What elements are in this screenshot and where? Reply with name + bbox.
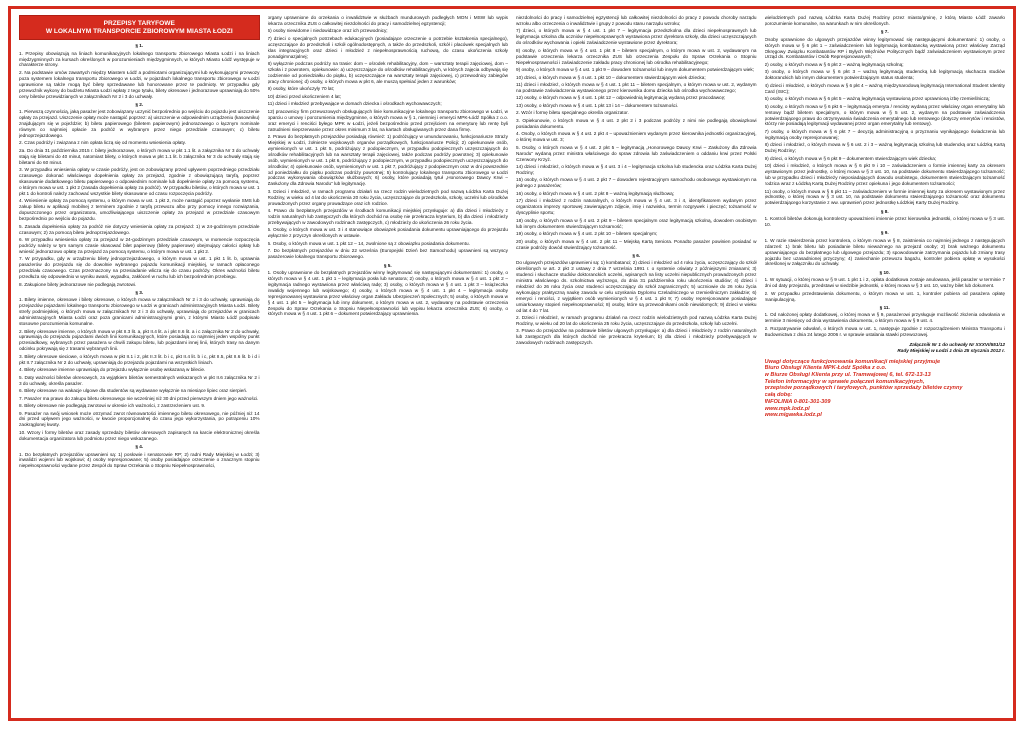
info-line: całą dobę: [764,392,793,399]
paragraph: 1. Pierwszą czynnością, jaką pasażer jest zobowiązany uczynić bezpośrednio po wejściu do pojazdu jest uiszczenie opłaty za przejazd. Uiszczenie opłaty może nastąpić poprzez: a) uiszczenie w odpowiednim urządzeniu (kasowniku) znajdującym się w pojeździe; b) biletu papierowego (biletem papierowym) jednorazowego o łącznym nominale równym co najmniej opłacie za podróż w wybranym przez niego przedziale czasowym; c) biletu jednoprzejazdowego. [19,109,260,138]
paragraph: 16) osoby, o których mowa w § 4 ust. 2 pkt 8 – ważną legitymacją służbową; [516,190,675,196]
paragraph: 8. Zakupione bilety jednorazowe nie podlegają zwrotowi. [19,281,137,287]
paragraph: 7) dzieci, o których mowa w § 4 ust. 1 pkt 7 – legitymacja przedszkolna dla dzieci niepełnosprawnych lub legitymacja szkolna dla uczniów niepełnosprawnych wystawiona przez dyrektora szkoły, dla dzieci uczęszczających do ośrodków wychowania i opieki zaświadczenie wystawione przez dyrektora; [516,28,757,46]
paragraph: 20) osoby, o których mowa w § 4 ust. 2 pkt 11 – Miejską Kartą Seniora. Ponadto pasażer powinien posiadać w czasie podróży dowód stwierdzający tożsamość. [516,238,757,250]
paragraph: Do ulgowych przejazdów uprawnieni są: 1) kombatanci; 2) dzieci i młodzież od 4 roku życia, uczęszczający do szkół określonych w art. 2 pkt 2 ustawy z dnia 7 września 1991 r. o systemie oświaty z późniejszymi zmianami; 3) studenci i słuchacze studiów doktoranckich uczelni, wpisanych na listy uczelni niepublicznych prowadzonych przez ministra właściwego ds. szkolnictwa wyższego, do dnia 31 października roku ukończenia studiów; 4) dzieci i młodzież do 26 roku życia oraz studenci uczęszczający do szkół zagranicznych; 5) uczniowie do 26 roku życia wykonujący praktyczną naukę zawodu w celu uzyskania Dyplomu Czeladniczego w rzemieślniczym zakładzie; 6) emeryci i renciści, z wyjątkiem osób wymienionych w § 4 ust. 1 pkt 9; 7) osoby represjonowane posiadające umiarkowany stopień niepełnosprawności; 8) osoby, które są przewodnikami osób niewidomych; 9) dzieci w wieku od lat 4 do 7 lat. [516,260,757,313]
column-1 [19,15,260,712]
paragraph: 2. Na podstawie umów zawartych między Miastem Łódź a podmiotami organizującymi lub wykonującymi przewozy poza systemem lokalnego transportu zbiorowego w Łodzi, w pojazdach lokalnego transportu zbiorowego w Łodzi uprawnione są także mogą być bilety sprzedawane lub honorowane przez te podmioty. W przypadku gdy przewoźnik wykony do budżetu Miasta Łodzi wpłaty z tego tytułu, bilety okresowe i jednorazowe uprawniają do 50% ceny biletów przewidzianych w załącznikach Nr 2 i 3 do uchwały. [19,69,260,99]
resolution-signature [765,342,1006,354]
paragraph: 10. Wzory i formy biletów oraz zasady sprzedaży biletów okresowych zapisanych na karcie elektronicznej określa dokumentacja organizatora lub podmiotu przez niego wskazanego. [19,429,260,441]
paragraph: 13) osoby, o których mowa w § 4 ust. 1 pkt 13 i 14 – dokumentem tożsamości. [516,102,679,108]
paragraph: 2. Bilety okresowe imienne, o których mowa w pkt II.3 lit. a, pkt II.4 lit. a i pkt II.6 lit. a i c załącznika Nr 2 do uchwały, uprawniają do przejazdu pojazdami dwóch linii komunikacyjnych, które posiadają co najmniej jeden wspólny punkt przesiadkowy, wybranych przez pasażera w chwili zakupu biletu, lub pojazdami innej linii, których trasy na danym odcinku pokrywają się z trasami wybranych linii. [19,328,260,352]
paragraph: organy uprawnione do orzekania o inwalidztwie w służbach mundurowych podległych MON i MSW lub wypis lekarza orzecznika ZUS o całkowitej niezdolności do pracy i samodzielnej egzystencji; [267,15,508,26]
section-heading: § 7. [880,29,889,35]
paragraph: 1. Kontroli biletów dokonują kontrolerzy upoważnieni imiennie przez kierownika jednostki, o której mowa w § 3 ust. 10. [764,216,1005,228]
website-link[interactable]: www.mpk.lodz.pl [764,405,810,412]
paragraph: 6) osoby niewidome i niedowidzące oraz ich przewodnicy; [267,28,388,34]
section-heading: § 1. [135,43,144,49]
website-link[interactable]: www.migawka.lodz.pl [764,412,822,419]
paragraph: 9. Pasażer na swój wniosek może otrzymać zwrot równowartości imiennego biletu okresowego, nie później niż 14 dni przed upływem jego ważności, w kwocie proporcjonalnej do czasu jego wykorzystania, po potrąceniu 10% zaokrąglonej kwoty. [19,410,260,428]
paragraph: 4. Osoby, o których mowa w § 4 ust. 2 pkt 4 – upoważnieniem wydanym przez kierownika jednostki organizacyjnej, o której mowa w ust. 3; [516,131,757,143]
paragraph: 2. Prawo do bezpłatnych przejazdów posiadają również: 1) podróżujący w umundurowaniu, funkcjonariusze Straży Miejskiej w Łodzi, żołnierze wojskowych organów porządkowych, funkcjonariusze Policji; 2) opiekunowie osób, wymienionych w ust. 1 pkt 5, podróżujący z podopiecznym, w przypadku podopiecznych uczęszczających do ośrodków rehabilitacyjnych lub na warsztaty terapii zajęciowej, także podczas podróży powrotnej; 3) opiekunowie osób, wymienionych w ust. 1 pkt 6, podróżujący z podopiecznym, w przypadku podopiecznych uczęszczających do ośrodków; 4) opiekunowie osób, wymienionych w ust. 1 pkt 7, podróżujący z podopiecznym oraz w dni powszednie od poniedziałku do piątku podczas podróży powrotnej; 5) kontrolujący lokalnego transportu zbiorowego w Łodzi podczas wykonywania obowiązków służbowych; 6) osoby, które posiadają tytuł „Honorowego Dawcy Krwi – Zasłużony dla Zdrowia Narodu” lub legitymację. [267,134,508,187]
column-2 [268,15,509,712]
paragraph: 8) osoby, o których mowa w § 4 ust. 1 pkt 8 – biletem specjalnym, o którym mowa w ust. 2, wydawanym na podstawie orzeczenia lekarza orzecznika ZUS lub orzeczenia Zespołu do Spraw Orzekania o Stopniu Niepełnosprawności i zaświadczenie zakładu pracy chronionej lub ośrodka rehabilitacyjnego; [516,47,757,65]
paragraph: 5) osoby, o których mowa w § 6 pkt 5 – ważną legitymacją wystawioną przez uprawnioną izbę rzemieślniczą; [764,96,990,102]
paragraph: 1. Przepisy obowiązują na liniach komunikacyjnych lokalnego transportu zbiorowego Miasta Łodzi i na liniach międzygminnych za kursach określonych w porozumieniach międzygminnych, w których Miasto Łódź występuje w charakterze strony. [19,50,260,68]
paragraph: 9) dzieci, o których mowa w § 6 pkt 9 – dokumentem stwierdzającym wiek dziecka; [764,155,937,161]
paragraph: 1. W razie stwierdzenia przez kontrolera, o którym mowa w § 8, zaistnienia co najmniej jednego z następujących zdarzeń: 1) brak biletu lub posiadanie biletu nieważnego na przejazd osoby; 2) brak ważnego dokumentu uprawniającego do bezpłatnego lub ulgowego przejazdu; 3) spowodowanie zatrzymania pojazdu lub zmiany trasy pojazdu bez uzasadnionej przyczyny; 4) zaniechanie przewozu bagażu, kontroler pobiera opłatę w wysokości określonej w załączniku do uchwały. [764,237,1005,267]
paragraph: 10) dzieci, o których mowa w § 4 ust. 1 pkt 10 – dokumentem stwierdzającym wiek dziecka; [516,74,706,80]
paragraph: 5. Osoby, o których mowa w ust. 3 i 4 stanowiące obowiązek posiadania dokumentu uprawniającego do przejazdu wyłącznie z przyczyn określonych w ustawie. [267,227,508,239]
info-line: Telefon informacyjny w sprawie połączeń komunikacyjnych, [764,378,925,385]
paragraph: 2. Rozpatrywanie odwołań, o których mowa w ust. 1, następuje zgodnie z rozporządzeniem Ministra Transportu i Budownictwa z dnia 24 lutego 2006 r. w sprawie ustalania stawki przewozowej. [764,325,1005,337]
paragraph: 7. Pasażer ma prawo do zakupu biletu okresowego nie wcześniej niż 30 dni przed pierwszym dniem jego ważności. [19,395,259,401]
columns [11,9,1013,718]
paragraph: 9) osoby, o których mowa w § 4 ust. 1 pkt 9 – dowodem tożsamości lub innym dokumentem potwierdzającym wiek; [516,67,755,73]
paragraph: 7) osoby, o których mowa w § 6 pkt 7 – decyzją administracyjną o przyznaniu wynikającego świadczenia lub legitymacją osoby represjonowanej; [764,128,1005,140]
customer-info-box [765,359,1006,419]
paragraph: 11) dzieci i młodzież przebywające w domach dziecka i ośrodkach wychowawczych; [267,101,442,107]
info-line: w Biurze Obsługi Klienta przy ul. Tramwajowej 6, tel. 672-13-13 [764,372,931,379]
column-3 [516,15,757,712]
paragraph: 6) osoby, o których mowa w § 6 pkt 6 – legitymacją emeryta / rencisty wydaną przez właściwy organ emerytalny lub rentowy bądź biletem specjalnym, o którym mowa w § 5 ust. 2, wydanym na podstawie zaświadczenia potwierdzającego prawo do otrzymywania świadczenia emerytalnego lub rentowego (dotyczy emerytów i rencistów, którzy nie posiadają legitymacji wydawanej przez organ emerytalny lub rentowy). [764,103,1005,127]
paragraph: 1. Osoby uprawnione do bezpłatnych przejazdów winny legitymować się następującymi dokumentami: 1) osoby, o których mowa w § 4 ust. 1 pkt 1 – legitymacja posła lub senatora; 2) osoby, o których mowa w § 4 ust. 1 pkt 2 – legitymacja radnego wystawiona przez właściwą radę; 3) osoby, o których mowa w § 4 ust. 1 pkt 3 – książeczka inwalidy wojennego lub wojskowego; 4) osoby, o których mowa w § 4 ust. 1 pkt 4 – legitymacja osoby represjonowanej wystawiona przez właściwy organ Zakładu Ubezpieczeń Społecznych; 5) osoby, o których mowa w § 4 ust. 1 pkt 5 – legitymacja lub inny dokument, o którym mowa w ust. 2, wydawany na podstawie orzeczenia Zespołu do Spraw Orzekania o Stopniu Niepełnosprawności lub wypisu lekarza orzecznika ZUS; 6) osoby, o których mowa w § 4 ust. 1 pkt 6 – dokument potwierdzający uprawnienia. [267,270,508,317]
paragraph: 11) osoby, o których mowa w § 6 pkt 11 – zaświadczeniem w formie imiennej karty za okresem wystawionym przez jednostkę, o której mowa w § 3 ust. 10, na podstawie dokumentu stwierdzającego tożsamość oraz dokumentu potwierdzającego korzystanie z ww. uprawnień przez jednostkę Łódzkiej Karty Dużej Rodziny. [764,188,1005,206]
paragraph: 4. Wniesienie opłaty za pomocą systemu, o którym mowa w ust. 1 pkt 2, może nastąpić poprzez wysłanie SMS lub zakup biletu w aplikacji mobilnej z terminem zgodnie z taryfą przewozu albo przy pomocy innego rozwiązania, dopuszczonego przez organizatora, umożliwiającego uiszczenie opłaty za przejazd w przedziale czasowym bezpośrednio po wejściu do pojazdu. [19,198,260,222]
paragraph: 2. Czas podróży i związana z nim opłata liczą się od momentu wniesienia opłaty. [19,140,186,146]
paragraph: 8. Bilety okresowe nie podlegają zwrotowi w okresie ich ważności, z zastrzeżeniem ust. 9. [19,403,206,409]
section-heading: § 2. [135,101,144,107]
paragraph: 4) dzieci i młodzież, o których mowa w § 6 pkt 4 – ważną międzynarodową legitymacją International Student Identity Card (ISIC); [764,82,1005,94]
paragraph: 3. Dzieci i młodzież, w ramach programu działań na rzecz rodzin wielodzietnych pod nazwą Łódzka Karta Dużej Rodziny, w wieku od 4 lat do ukończenia 20 roku życia, uczęszczające do przedszkola, szkoły, uczelni lub ośrodków prowadzonych przez organy prowadzące oraz ich rodzice. [267,188,508,206]
paragraph: 15) osoby, o których mowa w § 4 ust. 2 pkt 7 – dowodem rejestracyjnym samochodu osobowego wystawionym na jednego z pasażerów; [516,177,757,189]
paragraph: 7. W przypadku, gdy w urządzeniu bilety jednoprzejazdowego, o którym mowa w ust. 1 pkt 1 lit. b, uprawnia pasażerów do przejazdu się do dowolnie wybranego pojazdu komunikacji miejskiej, w ramach opłaconego przedziału czasowego. Czas przeznaczony na przesiadanie wlicza się do czasu podróży. Okres ważności biletu przedłuża się odpowiednio w wyniku awarii, wypadku, zakłóceń w ruchu lub ich bezpośrednim przebiegu. [19,256,260,280]
paragraph: 2. Dzieci i młodzież, w ramach programu działań na rzecz rodzin wielodzietnych pod nazwą Łódzka Karta Dużej Rodziny, w wieku od 20 lat do ukończenia 25 roku życia, uczęszczające do przedszkola, szkoły lub uczelni. [516,315,757,326]
paragraph: 7. Do bezpłatnych przejazdów w dniu 22 września (Europejski Dzień bez Samochodu) uprawnieni są wszyscy pasażerowie lokalnego transportu zbiorowego. [267,248,508,260]
paragraph: 17) dzieci i młodzież z rodzin naturalnych, o których mowa w § 4 ust. 3 i 4, identyfikatorem wydanym przez organizatora imprezy sportowej zawierającym zdjęcie, imię i nazwisko, termin rozgrywek i pieczęć; tożsamość w dyscyplinie sportu; [516,198,757,216]
section-heading: § 11. [879,305,890,310]
paragraph: 8) wyłącznie podczas podróży na trasie: dom – ośrodek rehabilitacyjny, dom – warsztaty terapii zajęciowej, dom – szkoła i z powrotem, opiekunowie: a) uczęszczające do ośrodków rehabilitacyjnych, w których zajęcia odbywają się codziennie od poniedziałku do piątku, b) uczęszczające na warsztaty terapii zajęciowej, c) przewodnicy zabiegów pracy chronionej; d) osoby, o których mowa w pkt 6, ale muszą spełniać jeden z warunków; [267,61,508,84]
paragraph: 2. W przypadku przedstawienia dokumentu, o którym mowa w ust. 1, kontroler pobiera od pasażera opłatę manipulacyjną. [764,290,1005,302]
header-title-line1: PRZEPISY TARYFOWE [103,20,175,27]
column-4 [765,15,1006,712]
paragraph: 18) osoby, o których mowa w § 4 ust. 2 pkt 9 – biletem specjalnym oraz legitymacją szkolną, dowodem osobistym lub innym dokumentem stwierdzającym tożsamość; [516,217,757,229]
paragraph: 14) dzieci i młodzież, o których mowa w § 4 ust. 3 i 4 – legitymacja szkolna lub studencka oraz Łódzka Karta Dużej Rodziny; [516,164,757,175]
section-heading: § 3. [135,289,144,295]
paragraph: 5. Zasada dopełnienia opłaty za podróż nie dotyczy wniesienia opłaty za przejazd: 1) w 24-godzinnym przedziale czasowym; 2) za pomocą biletu jednoprzejazdowego. [19,223,260,235]
info-line: Uwagi dotyczące funkcjonowania komunikacji miejskiej przyjmuje [764,358,941,365]
paragraph: 3. Bilety okresowe sieciowe, o których mowa w pkt II.1 i 2, pkt II.3 lit. b i c, pkt II.4 lit. b i c, pkt II.5, pkt II.6 lit. b i d i pkt II.7 załącznika Nr 2 do uchwały, uprawniają do przejazdu pojazdami na wszystkich liniach. [19,353,260,365]
paragraph: 8) dzieci i młodzież, o których mowa w § 6 ust. 2 i 3 – ważną legitymacją szkolną lub studencką oraz Łódzką Kartą Dużej Rodziny; [764,142,1005,154]
tariff-regulations-page [8,6,1016,721]
paragraph: 5. Osoby, o których mowa w § 4 ust. 2 pkt 5 – legitymacją „Honorowego Dawcy Krwi – Zasłużony dla Zdrowia Narodu” wydaną przez ministra właściwego do spraw zdrowia lub zaświadczeniem o oddaniu krwi przez Polski Czerwony Krzyż. [516,144,757,162]
paragraph: 4. Prawo do bezpłatnych przejazdów w środkach komunikacji miejskiej przysługuje: a) dla dzieci i młodzieży z rodzin naturalnych lub zastępczych dla których dochód na osobę nie przekracza kryterium, b) dla dzieci i młodzieży przebywających w zawodowych rodzinach zastępczych, c) młodzieży do ukończenia 26 roku życia. [267,208,508,225]
paragraph: 1. Do bezpłatnych przejazdów uprawnieni są: 1) posłowie i senatorowie RP; 2) radni Rady Miejskiej w Łodzi; 3) inwalidzi wojenni lub wojskowi; 4) osoby represjonowane; 5) osoby posiadające orzeczenie o znacznym stopniu niepełnosprawności wydane przez Zespół do Spraw Orzekania o Stopniu Niepełnosprawności, [19,451,260,469]
paragraph: 12) pracownicy firm przewozowych obsługujących linie komunikacyjne lokalnego transportu zbiorowego w Łodzi, w oparciu o umowy i porozumienia międzygminne, o których mowa w § 1, niemniej i emeryci MPK-Łódź Spółka z o.o. oraz emeryci i renciści byłego MPK w Łodzi, jeżeli bezpośrednio przed przejściem na emeryturę lub rentę byli zatrudnieni nieprzerwanie przez okres minimum 3 lat, na kartach obsługiwanych przez dana firmę. [267,108,508,132]
paragraph: 12) osoby, o których mowa w § 4 ust. 1 pkt 12 – odpowiednią legitymacją wydaną przez pracodawcę; [516,95,726,101]
header-title-line2: W LOKALNYM TRANSPORCIE ZBIOROWYM MIASTA ŁODZI [45,27,233,35]
paragraph: 4. Bilety okresowe imienne uprawniają do przejazdu wyłącznie osobę wskazaną w bilecie. [19,367,206,373]
section-heading: § 8. [880,208,889,214]
paragraph: niezdolności do pracy i samodzielnej egzystencji lub całkowitej niezdolności do pracy z powodu choroby narządu wzroku albo orzeczenia o inwalidztwie i grupy z powodu stanu narządu wzroku; [516,15,757,26]
paragraph: 19) osoby, o których mowa w § 4 ust. 2 pkt 10 – biletem specjalnym; [516,231,658,237]
paragraph: 1. W sytuacji, o której mowa w § 9 ust. 1 pkt 1 i 2, opłata dodatkowa zostaje anulowana, jeśli pasażer w terminie 7 dni od daty przejazdu, przedstawi w siedzibie jednostki, o której mowa w § 3 ust. 10, ważny bilet lub dokument. [764,277,1005,289]
paragraph: 2. Wzór i formę biletu specjalnego określa organizator. [516,110,629,116]
section-heading: § 6. [632,252,641,258]
section-heading: § 9. [880,230,889,236]
paragraph: 3. Prawo do przejazdów na podstawie biletów ulgowych przysługuje: a) dla dzieci i młodzieży z rodzin naturalnych lub zastępczych dla których dochód nie przekracza kryterium; b) dla dzieci i młodzieży przebywających w zawodowych rodzinach zastępczych. [516,328,757,346]
info-line: Biuro Obsługi Klienta MPK-Łódź Spółka z o.o. [764,365,887,372]
paragraph: 11) dzieci i młodzież, o których mowa w § 4 ust. 1 pkt 11 – biletem specjalnym, o którym mowa w ust. 2, wydanym na podstawie zaświadczenia wystawionego przez kierownika domu dziecka lub ośrodka wychowawczego; [516,82,757,93]
section-heading: § 4. [135,444,144,450]
paragraph: 3. Opiekunowie, o których mowa w § 4 ust. 2 pkt 2 i 3 podczas podróży z nimi nie podlegają obowiązkowi posiadania dokumentu. [516,117,757,129]
paragraph: 1. Bilety imienne, okresowe i bilety okresowe, o których mowa w załącznikach Nr 2 i 3 do uchwały, uprawniają do przejazdów pojazdami lokalnego transportu zbiorowego w Łodzi w granicach administracyjnych Miasta Łodzi. Bilety strefy podmiejskiej, o których mowa w załącznikach Nr 2 i 3 do uchwały, uprawniają do przejazdów w granicach administracyjnych Miasta Łodzi oraz poza granicami administracyjnymi gmin, z którymi Miasto Łódź podpisało stosowne porozumienia komunalne. [19,297,260,326]
paragraph: 5. Daty ważności biletów okresowych, za wyjątkiem biletów semestralnych wskazanych w pkt II.6 załącznika Nr 2 i 3 do uchwały, określa pasażer. [19,374,260,386]
paragraph: 3. W przypadku wniesienia opłaty w czasie podróży, jest on zobowiązany przed upływem poprzedniego przedziału czasowego dokonać właściwego dopełnienia opłaty za przejazd, zgodnie z obowiązującą taryfą, poprzez skasowanie dodatkowego biletu papierowego o odpowiednim nominale lub dopełnienie opłaty za pomocą systemu, o którym mowa w ust. 1 pkt 2 (zasada dopełnienia opłaty za podróż). W przypadku biletów, o których mowa w ust. 1 pkt 1 do kontroli należy zachować wszystkie bilety skasowane od czasu rozpoczęcia podróży. [19,167,260,196]
section-heading: § 5. [383,262,392,268]
paragraph: 2) osoby, o których mowa w § 6 pkt 2 – ważną legitymacją szkolną; [764,61,904,67]
document-header [19,15,260,40]
paragraph: 2a. Do dnia 31 października 2015 r. bilety jednorazowe, o których mowa w pkt 1.1 lit. a załącznika Nr 3 do uchwały stają się biletami do 40 minut, natomiast bilety, o których mowa w pkt 1.1 lit. b załącznika Nr 3 do uchwały stają się biletami do 60 minut. [19,147,260,165]
paragraph: 6. Osoby, o których mowa w ust. 1 pkt 12 – 14, zwolnione są z obowiązku posiadania dokumentu. [267,240,470,246]
paragraph: 10) dzieci i młodzież, o których mowa w § 6 pkt 9 i 10 – zaświadczeniem o formie imiennej karty za okresem wystawionym przez jednostkę, o której mowa w § 3 ust. 10, na podstawie dokumentu stwierdzającego tożsamość; lub w przypadku dzieci i młodzieży nieposiadających dowodu osobistego, dokumentem stwierdzającym tożsamość rodzica wraz z Łódzką Kartą Dużej Rodziny przez opiekuna i jego dokumentem tożsamości; [764,163,1005,186]
info-line: przepisów porządkowych i taryfowych, punktów sprzedaży biletów czynny [764,385,963,392]
info-line: INFOLINIA 0-801-301-309 [764,398,831,405]
paragraph: 3) osoby, o których mowa w § 6 pkt 3 – ważną legitymacją studencką lub legitymacją słuchacza studiów doktoranckich lub innym dokumentem potwierdzającym status studenta; [764,69,1005,81]
paragraph: 6. Bilety okresowe na wakacje ulgowe dla studentów są wydawane wyłącznie na miesiące lipiec oraz sierpień. [19,388,248,394]
paragraph: 7) dzieci o specjalnych potrzebach edukacyjnych (posiadające orzeczenie o potrzebie kształcenia specjalnego), uczęszczające do przedszkoli i szkół ogólnodostępnych, a także do przedszkoli, szkół i placówek specjalnych lub klas integracyjnych oraz dzieci i młodzież z niepełnosprawnością ruchową, do czasu ukończenia szkoły ponadgimnazjalnej; [267,35,508,59]
paragraph: 6. W przypadku wniesienia opłaty za przejazd w 24-godzinnym przedziale czasowym, w momencie rozpoczęcia podróży należy w tym samym czasie skasować bilet papierowy (bilety papierowe) obejmujący całości opłaty lub wniesić jednorazowo opłatę za przejazd za pomocą systemu, o którym mowa w ust. 1 pkt 2. [19,237,260,254]
paragraph: wielodzietnych pod nazwą Łódzka Karta Dużej Rodziny przez miasto/gminę, z którą Miasto Łódź zawarło porozumienie komunalne, na warunkach w nim określonych. [764,15,1005,26]
paragraph: 10) dzieci przed ukończeniem 4 lat; [267,93,341,99]
paragraph: 9) osoby, które ukończyły 70 lat; [267,86,335,92]
paragraph: 1. Od nałożonej opłaty dodatkowej, o której mowa w § 9, pasażerowi przysługuje możliwość złożenia odwołania w terminie 3 miesięcy od dnia wystawienia dokumentu, o którym mowa w § 9 ust. 4. [764,312,1005,324]
section-heading: § 10. [879,269,890,275]
paragraph: Osoby uprawnione do ulgowych przejazdów winny legitymować się następującymi dokumentami: 1) osoby, o których mowa w § 6 pkt 1 – zaświadczeniem lub legitymacją kombatancką wystawioną przez właściwy Zarząd Okręgowy Związku Kombatantów RP i Byłych Więźniów Politycznych bądź zaświadczeniem wystawionym przez Urząd ds. Kombatantów i Osób Represjonowanych; [764,36,1005,60]
signature-line: Załącznik Nr 1 do uchwały Nr XXXVI/551/12 [909,341,1005,347]
signature-line: Rady Miejskiej w Łodzi z dnia 25 stycznia 2012 r. [897,347,1005,353]
